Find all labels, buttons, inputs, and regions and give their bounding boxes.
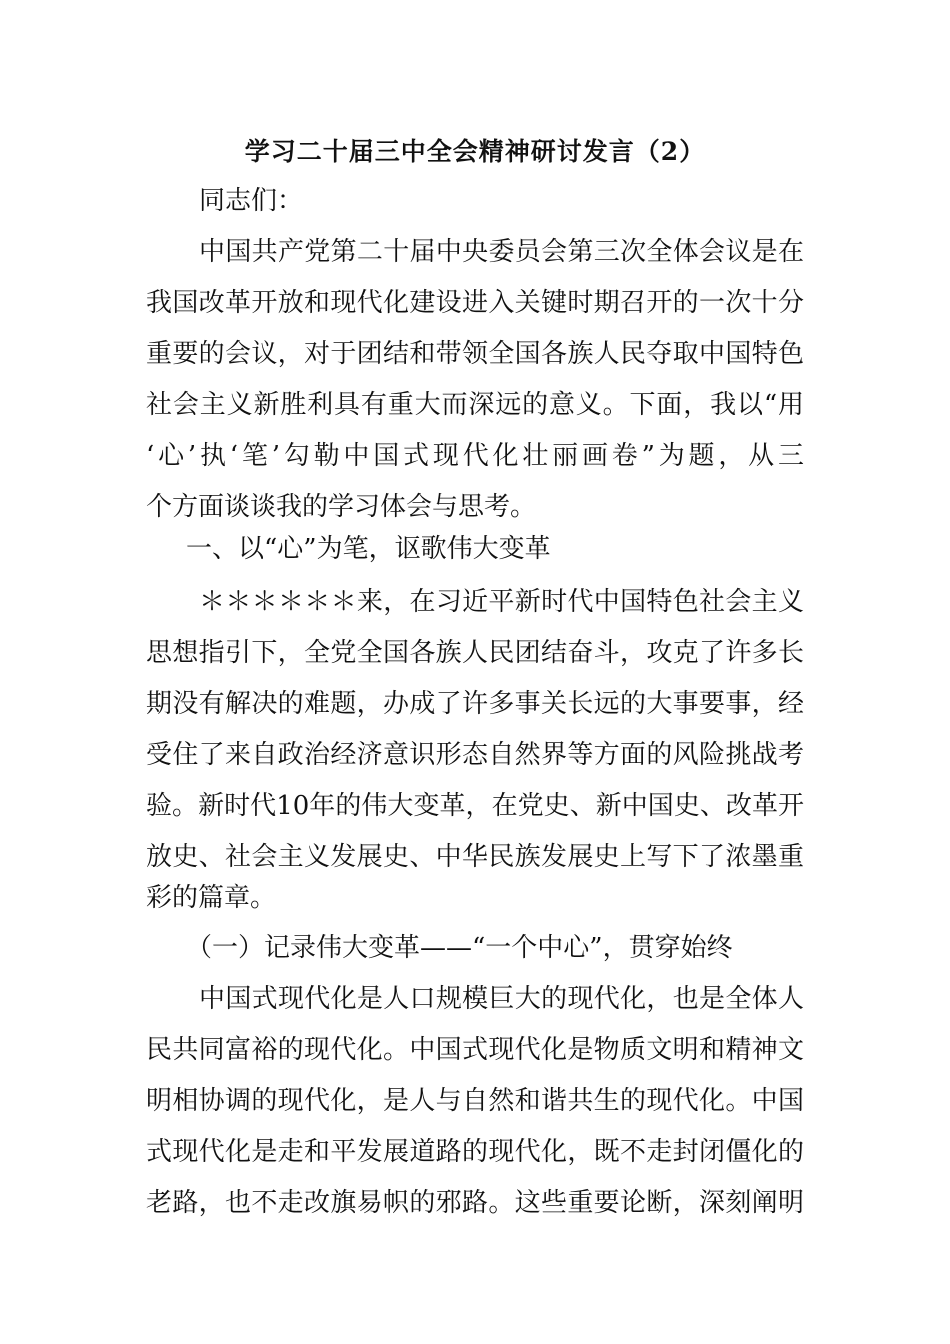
- paragraph-line: 中国式现代化是人口规模巨大的现代化，也是全体人: [199, 984, 804, 1014]
- paragraph-line: 重要的会议，对于团结和带领全国各族人民夺取中国特色: [146, 339, 804, 369]
- paragraph-line: 式现代化是走和平发展道路的现代化，既不走封闭僵化的: [146, 1137, 804, 1167]
- paragraph-line: 明相协调的现代化，是人与自然和谐共生的现代化。中国: [146, 1086, 804, 1116]
- paragraph-line: 放史、社会主义发展史、中华民族发展史上写下了浓墨重: [146, 842, 804, 872]
- paragraph-line: 彩的篇章。: [146, 883, 277, 913]
- paragraph-line: 期没有解决的难题，办成了许多事关长远的大事要事，经: [146, 689, 804, 719]
- paragraph-line: ‘心’执‘笔’勾勒中国式现代化壮丽画卷”为题，从三: [146, 441, 804, 471]
- paragraph-line: 受住了来自政治经济意识形态自然界等方面的风险挑战考: [146, 740, 804, 770]
- subsection-heading: （一）记录伟大变革——“一个中心”，贯穿始终: [186, 933, 733, 963]
- paragraph-line: ＊＊＊＊＊＊来，在习近平新时代中国特色社会主义: [199, 587, 804, 617]
- paragraph-line: 思想指引下，全党全国各族人民团结奋斗，攻克了许多长: [146, 638, 804, 668]
- paragraph-line: 老路，也不走改旗易帜的邪路。这些重要论断，深刻阐明: [146, 1188, 804, 1218]
- paragraph-line: 我国改革开放和现代化建设进入关键时期召开的一次十分: [146, 288, 804, 318]
- paragraph-line: 社会主义新胜利具有重大而深远的意义。下面，我以“用: [146, 390, 804, 420]
- paragraph-line: 民共同富裕的现代化。中国式现代化是物质文明和精神文: [146, 1035, 804, 1065]
- paragraph-line: 验。新时代10年的伟大变革，在党史、新中国史、改革开: [146, 791, 804, 821]
- section-heading: 一、以“心”为笔，讴歌伟大变革: [186, 534, 551, 564]
- paragraph-line: 中国共产党第二十届中央委员会第三次全体会议是在: [199, 237, 804, 267]
- salutation: 同志们：: [199, 186, 304, 216]
- paragraph-line: 个方面谈谈我的学习体会与思考。: [146, 492, 537, 522]
- document-title: 学习二十届三中全会精神研讨发言（2）: [244, 137, 706, 166]
